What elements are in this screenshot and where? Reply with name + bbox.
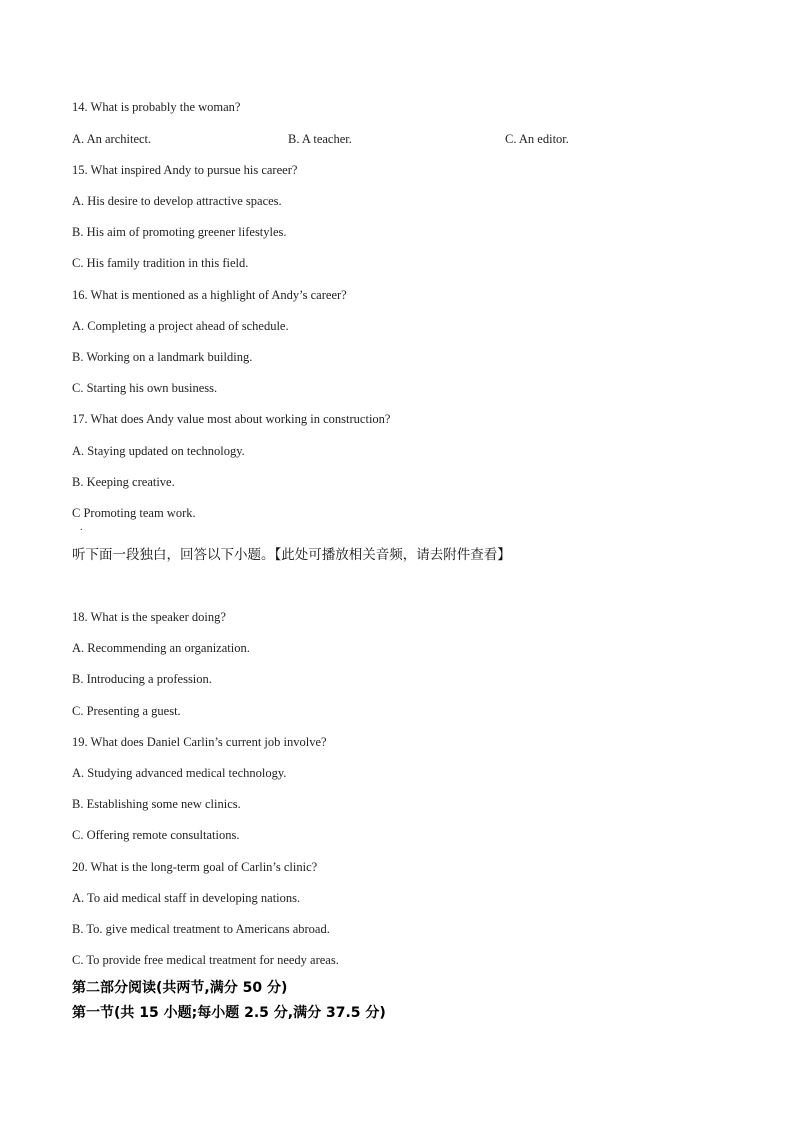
question-16: 16. What is mentioned as a highlight of Andy’s career? [72,288,347,302]
question-17: 17. What does Andy value most about working in construction? [72,412,391,426]
option-b: B. Working on a landmark building. [72,350,253,364]
question-20: 20. What is the long-term goal of Carlin’s clinic? [72,860,318,874]
section1-heading: 第一节(共 15 小题;每小题 2.5 分,满分 37.5 分) [72,1005,386,1021]
option-b: B. His aim of promoting greener lifestyles. [72,225,287,239]
option-a: A. His desire to develop attractive spaces. [72,194,282,208]
option-c: C. Offering remote consultations. [72,828,240,842]
question-14-options [0,131,794,147]
option-a: A. Staying updated on technology. [72,444,245,458]
option-b: B. Keeping creative. [72,475,175,489]
stray-dot: . [80,522,83,533]
option-c: C. To provide free medical treatment for needy areas. [72,953,339,967]
part2-heading: 第二部分阅读(共两节,满分 50 分) [72,980,288,996]
option-c: C. Starting his own business. [72,381,218,395]
option-c: C Promoting team work. [72,506,196,520]
option-a: A. To aid medical staff in developing nations. [72,891,301,905]
question-18: 18. What is the speaker doing? [72,610,226,624]
option-a: A. An architect. [72,132,152,146]
option-c: C. Presenting a guest. [72,704,181,718]
option-a: A. Completing a project ahead of schedule. [72,319,289,333]
option-c: C. His family tradition in this field. [72,256,249,270]
question-15: 15. What inspired Andy to pursue his career? [72,163,298,177]
option-b: B. To. give medical treatment to Americans abroad. [72,922,330,936]
option-c: C. An editor. [505,132,569,146]
option-b: B. Introducing a profession. [72,672,212,686]
monologue-instruction: 听下面一段独白，回答以下小题。【此处可播放相关音频，请去附件查看】 [72,547,511,563]
option-a: A. Recommending an organization. [72,641,250,655]
option-b: B. Establishing some new clinics. [72,797,241,811]
option-a: A. Studying advanced medical technology. [72,766,287,780]
question-19: 19. What does Daniel Carlin’s current job involve? [72,735,327,749]
question-14: 14. What is probably the woman? [72,100,241,114]
option-b: B. A teacher. [288,132,352,146]
